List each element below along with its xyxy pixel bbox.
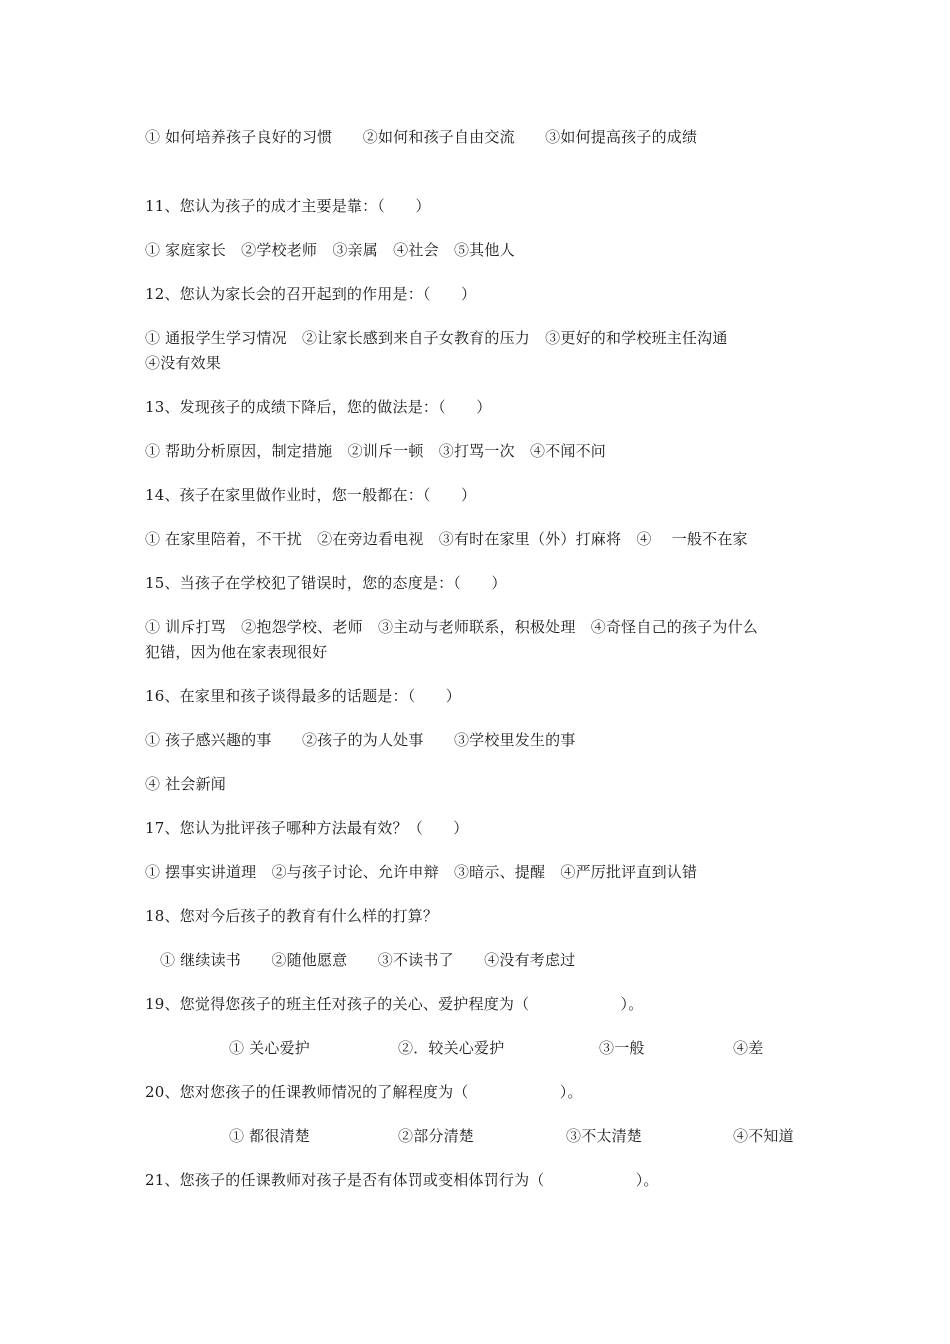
question-17: 17、您认为批评孩子哪种方法最有效？（ ） xyxy=(145,819,469,837)
q20-option-1: ① 都很清楚 xyxy=(229,1127,310,1145)
q18-options: ① 继续读书 ②随他愿意 ③不读书了 ④没有考虑过 xyxy=(160,951,576,969)
q12-options-continued: ④没有效果 xyxy=(145,354,222,372)
q11-options: ① 家庭家长 ②学校老师 ③亲属 ④社会 ⑤其他人 xyxy=(145,241,515,259)
q13-options: ① 帮助分析原因，制定措施 ②训斥一顿 ③打骂一次 ④不闻不问 xyxy=(145,442,606,460)
question-16: 16、在家里和孩子谈得最多的话题是：（ ） xyxy=(145,687,461,705)
q12-options: ① 通报学生学习情况 ②让家长感到来自子女教育的压力 ③更好的和学校班主任沟通 xyxy=(145,329,728,347)
q20-options xyxy=(0,1125,950,1257)
question-20: 20、您对您孩子的任课教师情况的了解程度为（ ）。 xyxy=(145,1083,583,1101)
q16-options: ① 孩子感兴趣的事 ②孩子的为人处事 ③学校里发生的事 xyxy=(145,731,576,749)
q14-options: ① 在家里陪着，不干扰 ②在旁边看电视 ③有时在家里（外）打麻将 ④ 一般不在家 xyxy=(145,530,748,548)
q16-options-continued: ④ 社会新闻 xyxy=(145,775,226,793)
q15-options-continued: 犯错，因为他在家表现很好 xyxy=(145,643,328,661)
question-14: 14、孩子在家里做作业时，您一般都在：（ ） xyxy=(145,486,477,504)
q19-option-2: ②．较关心爱护 xyxy=(398,1039,505,1057)
question-12: 12、您认为家长会的召开起到的作用是：（ ） xyxy=(145,285,477,303)
q20-option-3: ③不太清楚 xyxy=(566,1127,643,1145)
q20-option-4: ④不知道 xyxy=(733,1127,794,1145)
q15-options: ① 训斥打骂 ②抱怨学校、老师 ③主动与老师联系，积极处理 ④奇怪自己的孩子为什么 xyxy=(145,618,758,636)
q19-option-3: ③一般 xyxy=(599,1039,645,1057)
question-21: 21、您孩子的任课教师对孩子是否有体罚或变相体罚行为（ ）。 xyxy=(145,1171,659,1189)
question-11: 11、您认为孩子的成才主要是靠：（ ） xyxy=(145,197,431,215)
question-15: 15、当孩子在学校犯了错误时，您的态度是：（ ） xyxy=(145,574,507,592)
question-19: 19、您觉得您孩子的班主任对孩子的关心、爱护程度为（ ）。 xyxy=(145,995,644,1013)
question-13: 13、发现孩子的成绩下降后，您的做法是：（ ） xyxy=(145,398,492,416)
question-18: 18、您对今后孩子的教育有什么样的打算？ xyxy=(145,907,439,925)
q19-option-1: ① 关心爱护 xyxy=(229,1039,310,1057)
q10-options: ① 如何培养孩子良好的习惯 ②如何和孩子自由交流 ③如何提高孩子的成绩 xyxy=(145,128,698,146)
q20-option-2: ②部分清楚 xyxy=(398,1127,475,1145)
q17-options: ① 摆事实讲道理 ②与孩子讨论、允许申辩 ③暗示、提醒 ④严厉批评直到认错 xyxy=(145,863,698,881)
q19-option-4: ④差 xyxy=(733,1039,764,1057)
